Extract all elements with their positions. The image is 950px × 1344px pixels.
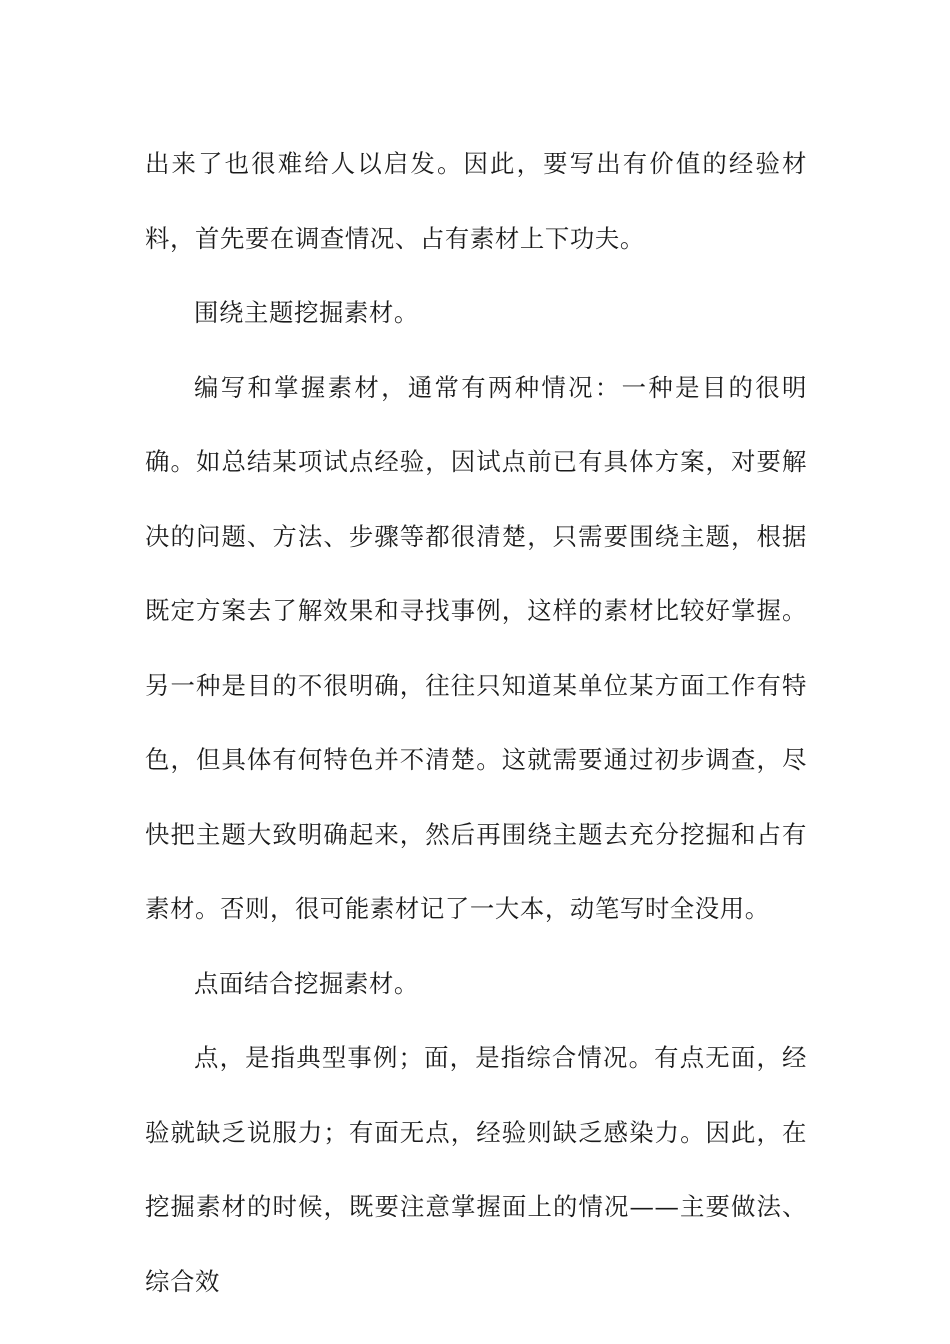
section-heading-theme: 围绕主题挖掘素材。 [194,298,419,327]
section-heading-point-surface: 点面结合挖掘素材。 [194,968,419,998]
document-body [145,127,807,1319]
paragraph-theme-body: 编写和掌握素材，通常有两种情况：一种是目的很明确。如总结某项试点经验，因试点前已有具体方案，对要解决的问题、方法、步骤等都很清楚，只需要围绕主题，根据既定方案去了解效果和寻找事例，这样的素材比较好掌握。另一种是目的不很明确，往往只知道某单位某方面工作有特色，但具体有何特色并不清楚。这就需要通过初步调查，尽快把主题大致明确起来，然后再围绕主题去充分挖掘和占有素材。否则，很可能素材记了一大本，动笔写时全没用。 [145,372,807,923]
paragraph-point-surface-body: 点，是指典型事例；面，是指综合情况。有点无面，经验就缺乏说服力；有面无点，经验则缺乏感染力。因此，在挖掘素材的时候，既要注意掌握面上的情况——主要做法、综合效 [145,1043,807,1296]
paragraph-continuation: 出来了也很难给人以启发。因此，要写出有价值的经验材料，首先要在调查情况、占有素材上下功夫。 [145,149,807,253]
